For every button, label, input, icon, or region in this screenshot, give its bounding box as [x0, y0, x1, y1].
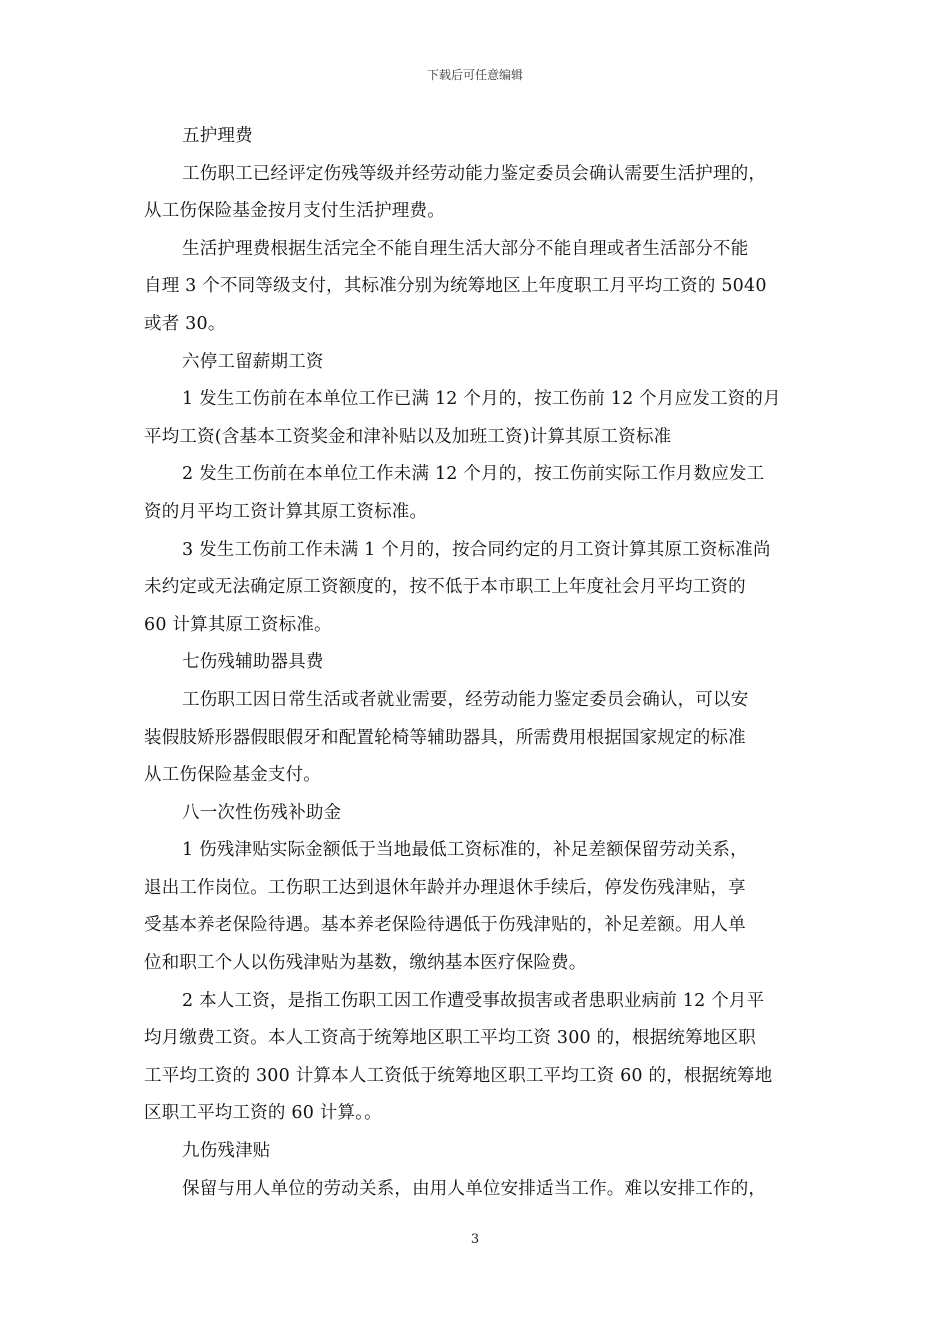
text-line: 均月缴费工资。本人工资高于统筹地区职工平均工资 300 的，根据统筹地区职: [144, 1028, 756, 1049]
text-line: 自理 3 个不同等级支付，其标准分别为统筹地区上年度职工月平均工资的 5040: [144, 276, 767, 297]
text-line: 七伤残辅助器具费: [182, 652, 324, 673]
text-line: 2 发生工伤前在本单位工作未满 12 个月的，按工伤前实际工作月数应发工: [182, 464, 765, 485]
text-line: 装假肢矫形器假眼假牙和配置轮椅等辅助器具，所需费用根据国家规定的标准: [144, 727, 746, 748]
text-line: 60 计算其原工资标准。: [144, 614, 332, 635]
text-line: 从工伤保险基金按月支付生活护理费。: [144, 201, 445, 222]
text-line: 2 本人工资，是指工伤职工因工作遭受事故损害或者患职业病前 12 个月平: [182, 990, 765, 1011]
text-line: 退出工作岗位。工伤职工达到退休年龄并办理退休手续后，停发伤残津贴，享: [144, 877, 746, 898]
text-line: 工平均工资的 300 计算本人工资低于统筹地区职工平均工资 60 的，根据统筹地: [144, 1065, 773, 1086]
text-line: 或者 30。: [144, 313, 226, 334]
text-line: 资的月平均工资计算其原工资标准。: [144, 501, 428, 522]
text-line: 工伤职工因日常生活或者就业需要，经劳动能力鉴定委员会确认，可以安: [182, 689, 749, 710]
document-body: [144, 118, 816, 1208]
page-number: 3: [470, 1232, 480, 1247]
text-line: 工伤职工已经评定伤残等级并经劳动能力鉴定委员会确认需要生活护理的，: [182, 163, 767, 184]
text-line: 从工伤保险基金支付。: [144, 765, 321, 786]
page-header: 下载后可任意编辑: [426, 68, 523, 82]
text-line: 平均工资(含基本工资奖金和津补贴以及加班工资)计算其原工资标准: [144, 426, 672, 447]
text-line: 六停工留薪期工资: [182, 351, 324, 372]
text-line: 3 发生工伤前工作未满 1 个月的，按合同约定的月工资计算其原工资标准尚: [182, 539, 771, 560]
text-line: 保留与用人单位的劳动关系，由用人单位安排适当工作。难以安排工作的，: [182, 1178, 767, 1199]
text-line: 区职工平均工资的 60 计算。。: [144, 1103, 382, 1124]
text-line: 八一次性伤残补助金: [182, 802, 342, 823]
text-line: 位和职工个人以伤残津贴为基数，缴纳基本医疗保险费。: [144, 953, 587, 974]
text-line: 五护理费: [182, 126, 253, 146]
text-line: 九伤残津贴: [182, 1141, 271, 1162]
text-line: 1 发生工伤前在本单位工作已满 12 个月的，按工伤前 12 个月应发工资的月: [182, 389, 781, 410]
text-line: 生活护理费根据生活完全不能自理生活大部分不能自理或者生活部分不能: [182, 238, 749, 259]
text-line: 未约定或无法确定原工资额度的，按不低于本市职工上年度社会月平均工资的: [144, 577, 746, 598]
text-line: 受基本养老保险待遇。基本养老保险待遇低于伤残津贴的，补足差额。用人单: [144, 915, 746, 936]
text-line: 1 伤残津贴实际金额低于当地最低工资标准的，补足差额保留劳动关系，: [182, 840, 748, 861]
